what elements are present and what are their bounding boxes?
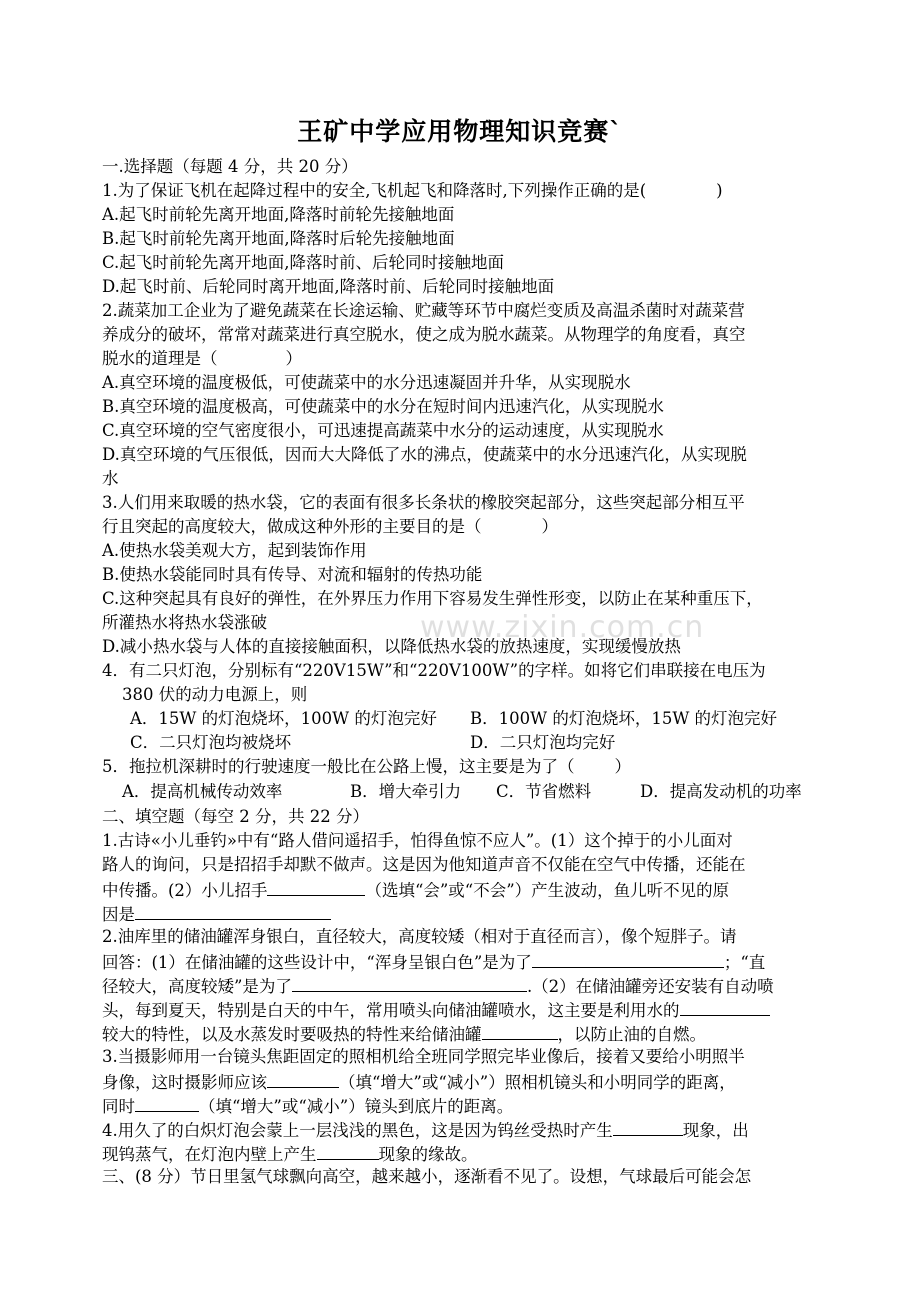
question-text: 同时 <box>102 1097 135 1116</box>
question-text: 因是 <box>102 905 135 924</box>
question-stem: 2.蔬菜加工企业为了避免蔬菜在长途运输、贮藏等环节中腐烂变质及高温杀菌时对蔬菜营 <box>102 301 745 320</box>
question-stem-cont <box>102 515 558 539</box>
question-text: 5．拖拉机深耕时的行驶速度一般比在公路上慢，这主要是为了（ <box>102 757 575 776</box>
question-text: 较大的特性，以及水蒸发时要吸热的特性来给储油罐 <box>102 1025 482 1044</box>
answer-paren: ） <box>541 517 558 536</box>
question-stem-cont <box>102 877 729 903</box>
option-c: C.这种突起具有良好的弹性，在外界压力作用下容易发生弹性形变，以防止在某种重压下， <box>102 589 763 608</box>
page-title: 王矿中学应用物理知识竞赛` <box>297 117 623 146</box>
question-stem-cont <box>102 901 331 927</box>
question-text: 1.为了保证飞机在起降过程中的安全,飞机起飞和降落时,下列操作正确的是( <box>102 181 647 200</box>
answer-paren: ） <box>285 349 302 368</box>
section-heading: 一.选择题（每题 4 分，共 20 分） <box>102 157 358 176</box>
answer-paren: ） <box>614 757 631 776</box>
question-text: 行且突起的高度较大，做成这种外形的主要目的是（ <box>102 517 482 536</box>
question-stem-cont: 养成分的破坏，常常对蔬菜进行真空脱水，使之成为脱水蔬菜。从物理学的角度看，真空 <box>102 325 746 344</box>
option-b: B．增大牵引力 <box>350 782 462 801</box>
question-stem-cont <box>102 1069 736 1095</box>
question-text: 头，每到夏天，特别是白天的中午，常用喷头向储油罐喷水，这主要是利用水的 <box>102 1001 680 1020</box>
option-a: A.真空环境的温度极低，可使蔬菜中的水分迅速凝固并升华，从实现脱水 <box>102 373 631 392</box>
watermark: www.zixin.com.cn <box>420 610 705 645</box>
question-text: 回答：(1）在储油罐的这些设计中，“浑身呈银白色”是为了 <box>102 953 532 972</box>
option-c: C．二只灯泡均被烧坏 <box>130 733 292 752</box>
question-stem-cont: 路人的询问，只是招招手却默不做声。这是因为他知道声音不仅能在空气中传播，还能在 <box>102 855 746 874</box>
question-stem-cont <box>102 1021 706 1047</box>
option-d: D.真空环境的气压很低，因而大大降低了水的沸点，使蔬菜中的水分迅速汽化，从实现脱 <box>102 445 747 464</box>
fill-blank[interactable] <box>613 1117 683 1136</box>
question-text: 身像，这时摄影师应该 <box>102 1073 267 1092</box>
fill-blank[interactable] <box>267 1069 339 1088</box>
option-b: B.起飞时前轮先离开地面,降落时后轮先接触地面 <box>102 229 455 248</box>
section-heading: 二、填空题（每空 2 分，共 22 分） <box>102 807 369 826</box>
question-text: .（2）在储油罐旁还安装有自动喷 <box>526 977 774 996</box>
question-stem-cont <box>102 1141 478 1167</box>
question-text: （填“增大”或“减小”）镜头到底片的距离。 <box>199 1097 514 1116</box>
option-d: D.起飞时前、后轮同时离开地面,降落时前、后轮同时接触地面 <box>102 277 555 296</box>
fill-blank[interactable] <box>267 877 365 896</box>
section-heading: 三、(8 分）节日里氢气球飘向高空，越来越小，逐渐看不见了。设想，气球最后可能会怎 <box>102 1167 752 1186</box>
question-stem-cont <box>102 997 770 1023</box>
fill-blank[interactable] <box>317 1141 379 1160</box>
option-a: A．15W 的灯泡烧坏，100W 的灯泡完好 <box>130 709 437 728</box>
option-d-cont: 水 <box>102 469 119 488</box>
question-text: （选填“会”或“不会”）产生波动，鱼儿听不见的原 <box>365 881 730 900</box>
question-stem <box>102 179 723 203</box>
question-stem <box>102 1117 749 1143</box>
question-stem-cont: 380 伏的动力电源上，则 <box>122 685 308 704</box>
option-d: D．二只灯泡均完好 <box>470 733 616 752</box>
fill-blank[interactable] <box>680 997 770 1016</box>
option-a: A.起飞时前轮先离开地面,降落时前轮先接触地面 <box>102 205 455 224</box>
question-text: 中传播。(2）小儿招手 <box>102 881 268 900</box>
question-text: （填“增大”或“减小”）照相机镜头和小明同学的距离， <box>339 1073 736 1092</box>
fill-blank[interactable] <box>482 1021 558 1040</box>
question-stem: 3.人们用来取暖的热水袋，它的表面有很多长条状的橡胶突起部分，这些突起部分相互平 <box>102 493 745 512</box>
option-b: B．100W 的灯泡烧坏，15W 的灯泡完好 <box>470 709 778 728</box>
fill-blank[interactable] <box>135 1093 199 1112</box>
question-stem: 4．有二只灯泡，分别标有“220V15W”和“220V100W”的字样。如将它们串联接在电压为 <box>102 661 766 680</box>
option-d: D．提高发动机的功率 <box>640 782 802 801</box>
question-stem-cont <box>102 347 302 371</box>
option-a: A.使热水袋美观大方，起到装饰作用 <box>102 541 367 560</box>
question-text: 4.用久了的白炽灯泡会蒙上一层浅浅的黑色，这是因为钨丝受热时产生 <box>102 1121 613 1140</box>
option-c: C．节省燃料 <box>496 782 592 801</box>
question-stem: 3.当摄影师用一台镜头焦距固定的照相机给全班同学照完毕业像后，接着又要给小明照半 <box>102 1047 745 1066</box>
option-c: C.真空环境的空气密度很小，可迅速提高蔬菜中水分的运动速度，从实现脱水 <box>102 421 664 440</box>
fill-blank[interactable] <box>532 949 724 968</box>
option-b: B.真空环境的温度极高，可使蔬菜中的水分在短时间内迅速汽化，从实现脱水 <box>102 397 664 416</box>
option-d: D.减小热水袋与人体的直接接触面积，以降低热水袋的放热速度，实现缓慢放热 <box>102 637 681 656</box>
option-b: B.使热水袋能同时具有传导、对流和辐射的传热功能 <box>102 565 483 584</box>
fill-blank[interactable] <box>292 973 527 992</box>
question-text: 现象的缘故。 <box>378 1145 478 1164</box>
option-a: A．提高机械传动效率 <box>122 782 283 801</box>
answer-paren: ) <box>716 181 723 200</box>
question-text: ，以防止油的自燃。 <box>557 1025 706 1044</box>
question-text: 径较大，高度较矮”是为了 <box>102 977 292 996</box>
option-c: C.起飞时前轮先离开地面,降落时前、后轮同时接触地面 <box>102 253 505 272</box>
question-stem: 1.古诗«小儿垂钓»中有“路人借问遥招手，怕得鱼惊不应人”。(1）这个掉于的小儿面对 <box>102 831 733 850</box>
question-stem-cont <box>102 949 765 975</box>
question-stem: 2.油库里的储油罐浑身银白，直径较大，高度较矮（相对于直径而言），像个短胖子。请 <box>102 927 737 946</box>
fill-blank[interactable] <box>135 901 331 920</box>
question-stem <box>102 755 631 779</box>
question-stem-cont <box>102 973 774 999</box>
option-c-cont: 所灌热水将热水袋涨破 <box>102 613 267 632</box>
question-text: ；“直 <box>723 953 766 972</box>
question-stem-cont <box>102 1093 513 1119</box>
question-text: 现象，出 <box>682 1121 749 1140</box>
question-text: 现钨蒸气，在灯泡内壁上产生 <box>102 1145 317 1164</box>
question-text: 脱水的道理是（ <box>102 349 218 368</box>
